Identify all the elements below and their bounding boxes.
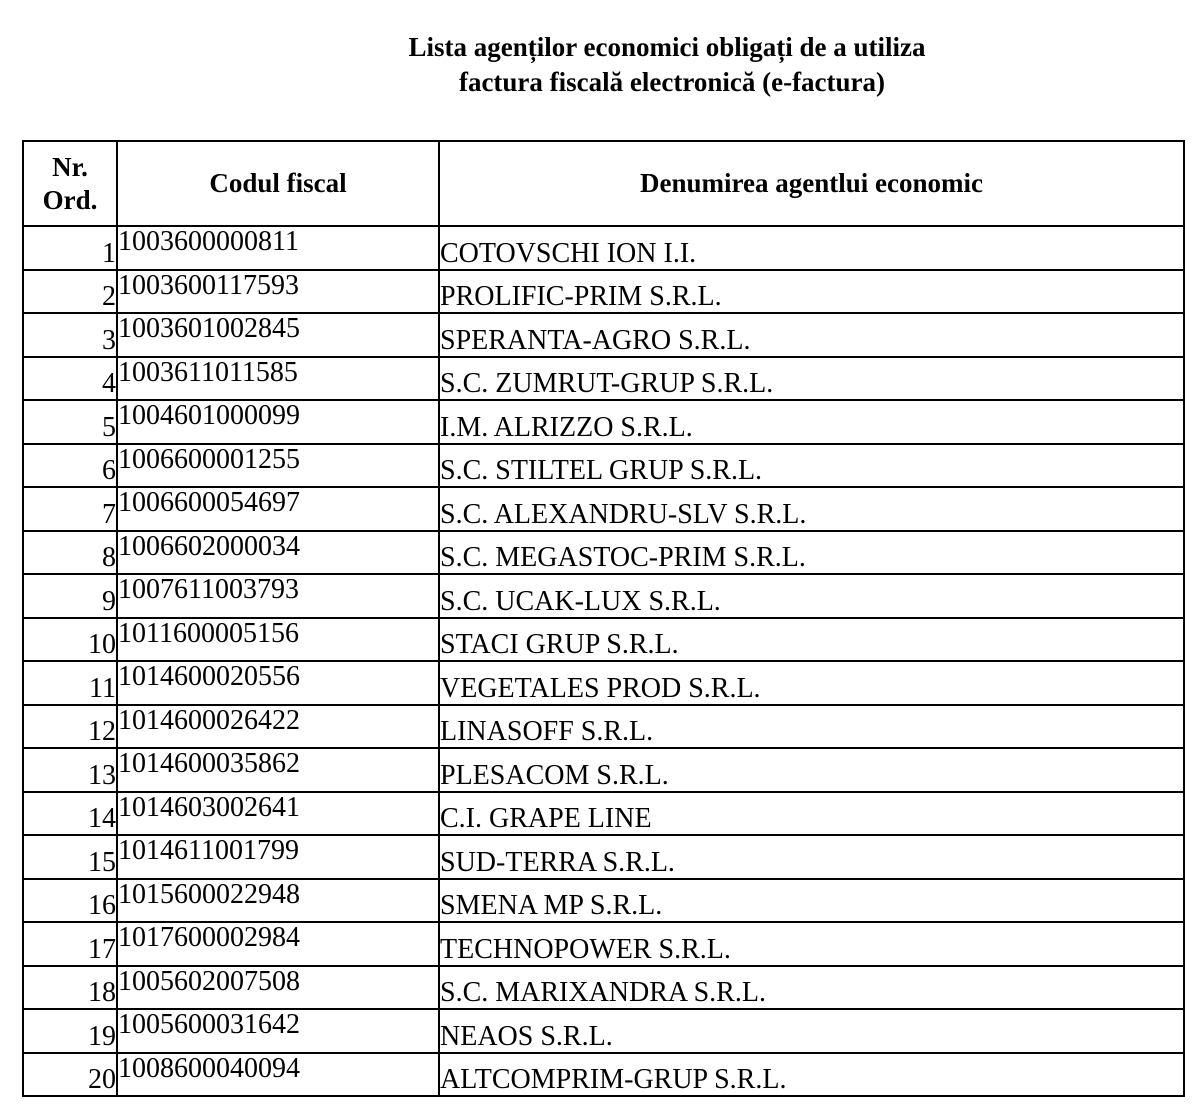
table-header-row (23, 141, 1184, 226)
agent-name-cell: I.M. ALRIZZO S.R.L. (439, 400, 1184, 444)
fiscal-code-cell: 1003600117593 (117, 270, 439, 314)
fiscal-code-cell: 1014603002641 (117, 792, 439, 836)
document-title-line-1: Lista agenților economici obligați de a utiliza (408, 32, 926, 62)
fiscal-code-cell: 1015600022948 (117, 879, 439, 923)
table-row (23, 705, 1184, 749)
row-number-cell: 14 (23, 792, 117, 836)
agent-name-cell: SPERANTA-AGRO S.R.L. (439, 313, 1184, 357)
table-row (23, 313, 1184, 357)
fiscal-code-cell: 1011600005156 (117, 618, 439, 662)
table-row (23, 835, 1184, 879)
agent-name-cell: COTOVSCHI ION I.I. (439, 226, 1184, 270)
fiscal-code-cell: 1003600000811 (117, 226, 439, 270)
table-row (23, 748, 1184, 792)
fiscal-code-cell: 1003601002845 (117, 313, 439, 357)
table-row (23, 226, 1184, 270)
row-number-cell: 10 (23, 618, 117, 662)
row-number-cell: 7 (23, 487, 117, 531)
agent-name-cell: LINASOFF S.R.L. (439, 705, 1184, 749)
agent-name-cell: ALTCOMPRIM-GRUP S.R.L. (439, 1053, 1184, 1097)
table-row (23, 444, 1184, 488)
table-row (23, 879, 1184, 923)
row-number-cell: 8 (23, 531, 117, 575)
row-number-cell: 18 (23, 966, 117, 1010)
header-fiscal-code: Codul fiscal (117, 141, 439, 226)
fiscal-code-cell: 1008600040094 (117, 1053, 439, 1097)
row-number-cell: 12 (23, 705, 117, 749)
row-number-cell: 16 (23, 879, 117, 923)
table-row (23, 792, 1184, 836)
table-row (23, 661, 1184, 705)
agent-name-cell: PLESACOM S.R.L. (439, 748, 1184, 792)
fiscal-code-cell: 1006602000034 (117, 531, 439, 575)
fiscal-code-cell: 1014600026422 (117, 705, 439, 749)
row-number-cell: 17 (23, 922, 117, 966)
fiscal-code-cell: 1005600031642 (117, 1009, 439, 1053)
agent-name-cell: S.C. STILTEL GRUP S.R.L. (439, 444, 1184, 488)
header-nr-line-1: Nr. (52, 151, 88, 182)
fiscal-code-cell: 1017600002984 (117, 922, 439, 966)
row-number-cell: 6 (23, 444, 117, 488)
agent-name-cell: S.C. ZUMRUT-GRUP S.R.L. (439, 357, 1184, 401)
document-title (0, 30, 1200, 100)
document-title-line-2: factura fiscală electronică (e-factura) (458, 67, 886, 97)
row-number-cell: 4 (23, 357, 117, 401)
agent-name-cell: S.C. MARIXANDRA S.R.L. (439, 966, 1184, 1010)
fiscal-code-cell: 1005602007508 (117, 966, 439, 1010)
table-row (23, 574, 1184, 618)
row-number-cell: 20 (23, 1053, 117, 1097)
table-row (23, 1053, 1184, 1097)
table-row (23, 922, 1184, 966)
table-row (23, 487, 1184, 531)
fiscal-code-cell: 1004601000099 (117, 400, 439, 444)
table-row (23, 618, 1184, 662)
economic-agents-table (22, 140, 1185, 1097)
table-row (23, 270, 1184, 314)
agent-name-cell: STACI GRUP S.R.L. (439, 618, 1184, 662)
agent-name-cell: SUD-TERRA S.R.L. (439, 835, 1184, 879)
table-row (23, 966, 1184, 1010)
row-number-cell: 3 (23, 313, 117, 357)
row-number-cell: 15 (23, 835, 117, 879)
agent-name-cell: TECHNOPOWER S.R.L. (439, 922, 1184, 966)
agent-name-cell: C.I. GRAPE LINE (439, 792, 1184, 836)
fiscal-code-cell: 1007611003793 (117, 574, 439, 618)
header-nr-line-2: Ord. (42, 184, 98, 215)
table-row (23, 531, 1184, 575)
agent-name-cell: PROLIFIC-PRIM S.R.L. (439, 270, 1184, 314)
row-number-cell: 1 (23, 226, 117, 270)
row-number-cell: 5 (23, 400, 117, 444)
agent-name-cell: S.C. ALEXANDRU-SLV S.R.L. (439, 487, 1184, 531)
agent-name-cell: S.C. UCAK-LUX S.R.L. (439, 574, 1184, 618)
fiscal-code-cell: 1014611001799 (117, 835, 439, 879)
fiscal-code-cell: 1014600035862 (117, 748, 439, 792)
row-number-cell: 13 (23, 748, 117, 792)
fiscal-code-cell: 1003611011585 (117, 357, 439, 401)
agent-name-cell: S.C. MEGASTOC-PRIM S.R.L. (439, 531, 1184, 575)
agent-name-cell: NEAOS S.R.L. (439, 1009, 1184, 1053)
table-row (23, 357, 1184, 401)
fiscal-code-cell: 1006600054697 (117, 487, 439, 531)
table-body (23, 226, 1184, 1096)
fiscal-code-cell: 1014600020556 (117, 661, 439, 705)
row-number-cell: 2 (23, 270, 117, 314)
agent-name-cell: SMENA MP S.R.L. (439, 879, 1184, 923)
header-nr-ord (23, 141, 117, 226)
header-agent-name: Denumirea agentlui economic (439, 141, 1184, 226)
row-number-cell: 9 (23, 574, 117, 618)
table-row (23, 1009, 1184, 1053)
row-number-cell: 11 (23, 661, 117, 705)
agent-name-cell: VEGETALES PROD S.R.L. (439, 661, 1184, 705)
row-number-cell: 19 (23, 1009, 117, 1053)
fiscal-code-cell: 1006600001255 (117, 444, 439, 488)
table-row (23, 400, 1184, 444)
